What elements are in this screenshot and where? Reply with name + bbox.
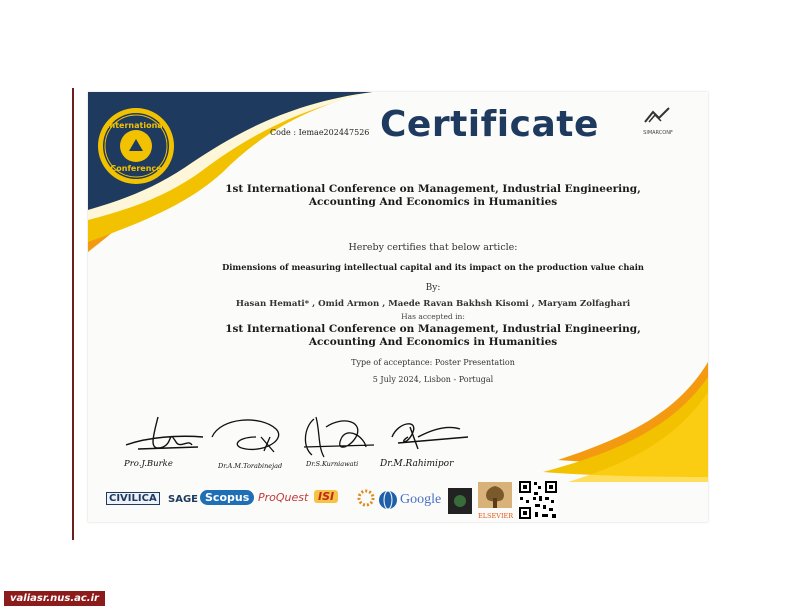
sage-logo: SAGE — [168, 494, 198, 505]
certificate — [88, 92, 708, 522]
google-scholar-logo — [400, 492, 441, 508]
footer-site-badge — [4, 586, 105, 606]
organizer-logo — [636, 106, 680, 136]
signature-icon — [294, 407, 384, 467]
conference-line-2: Accounting And Economics in Humanities — [308, 336, 558, 348]
scholar-tile-icon — [448, 488, 472, 514]
isi-logo: ISI — [314, 490, 338, 503]
proquest-logo: ProQuest — [258, 491, 309, 504]
conference-name-middle — [198, 323, 668, 349]
organizer-name: SIMARCONF — [643, 130, 673, 136]
acceptance-type: Type of acceptance: Poster Presentation — [351, 358, 515, 367]
certificate-code: Code : Iemae202447526 — [270, 128, 370, 137]
elsevier-tree-icon — [478, 482, 512, 508]
globe-icon — [378, 489, 398, 511]
signature-block-2 — [206, 407, 296, 475]
conference-line-1: 1st International Conference on Management, Industrial Engineering, — [225, 183, 641, 195]
badge-text-top: International — [106, 121, 166, 130]
conference-line-1: 1st International Conference on Management, Industrial Engineering, — [225, 323, 641, 335]
google-text: Google — [400, 492, 442, 507]
conference-name-top — [198, 183, 668, 209]
date-place: 5 July 2024, Lisbon - Portugal — [372, 375, 494, 384]
badge-text-bottom: Conference — [110, 164, 162, 173]
signatory-name-3: Dr.S.Kurniawati — [306, 460, 359, 468]
signature-icon — [206, 407, 296, 462]
signature-block-1 — [118, 407, 208, 475]
certificate-title: Certificate — [380, 104, 599, 145]
civilica-logo: CIVILICA — [106, 492, 160, 505]
signature-block-3 — [294, 407, 384, 475]
organizer-chart-icon — [643, 106, 673, 124]
accepted-label: Has accepted in: — [401, 312, 465, 321]
signature-icon — [118, 407, 208, 462]
signature-block-4 — [378, 407, 478, 475]
authors-list: Hasan Hemati* , Omid Armon , Maede Ravan Bakhsh Kisomi , Maryam Zolfaghari — [235, 299, 631, 309]
conference-seal-icon — [96, 106, 176, 186]
signatory-name-2: Dr.A.M.Torabinejad — [218, 462, 283, 470]
footer-site-link[interactable]: valiasr.nus.ac.ir — [4, 591, 105, 606]
conference-line-2: Accounting And Economics in Humanities — [308, 196, 558, 208]
by-label: By: — [425, 283, 441, 293]
signature-icon — [378, 407, 478, 462]
article-title: Dimensions of measuring intellectual capital and its impact on the production value chain — [222, 262, 644, 272]
signatory-name-1: Pro.J.Burke — [124, 459, 173, 469]
qr-code-icon — [518, 480, 558, 520]
frame-edge — [72, 88, 74, 540]
elsevier-text: ELSEVIER — [478, 512, 514, 520]
hereby-text: Hereby certifies that below article: — [348, 242, 518, 253]
scopus-logo: Scopus — [200, 490, 254, 505]
thomson-reuters-icon — [356, 488, 376, 512]
signatory-name-4: Dr.M.Rahimipor — [380, 459, 454, 469]
elsevier-logo — [478, 482, 512, 520]
